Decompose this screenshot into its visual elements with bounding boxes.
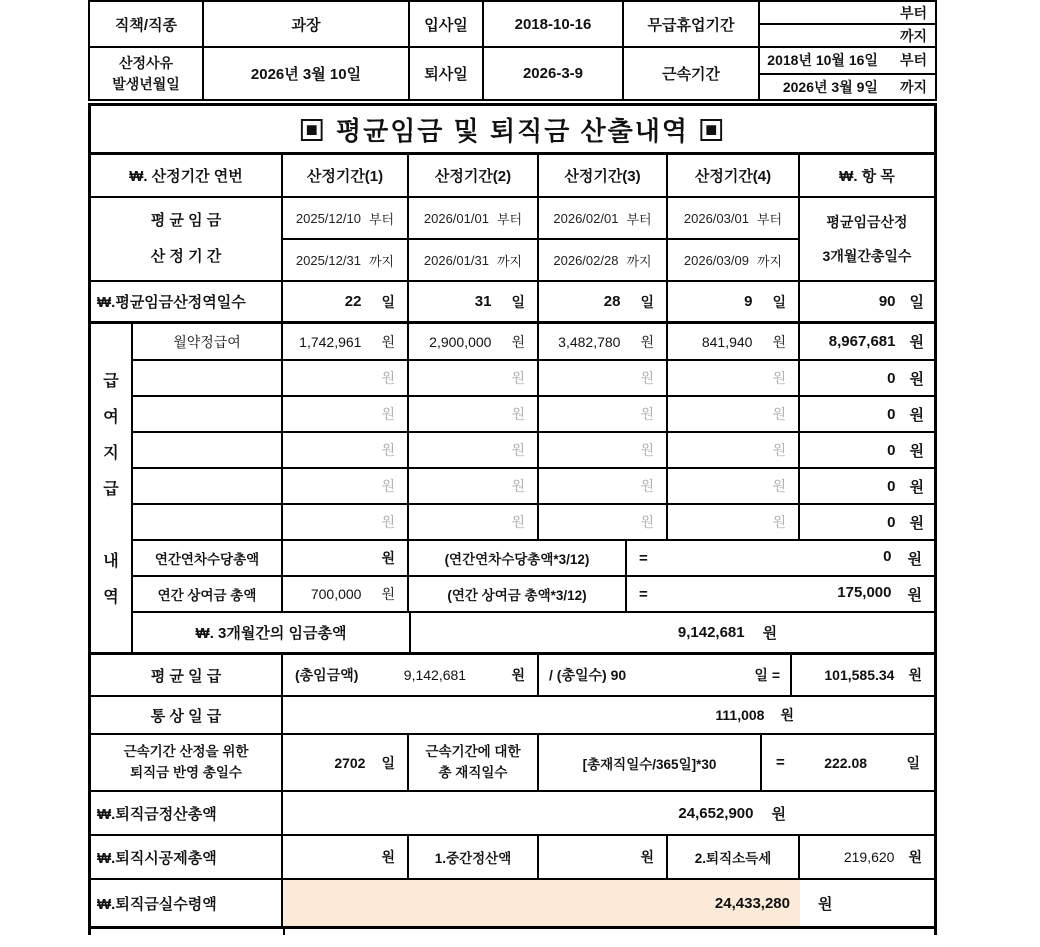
deduction-row: [91, 836, 934, 880]
cutoff-next-row: [91, 929, 934, 935]
calc-reason-label: 산정사유 발생년월일: [90, 48, 204, 99]
deduction-item2-label: 2.퇴직소득세: [668, 836, 800, 878]
calc-days-3: 28 일: [539, 282, 668, 321]
annual-leave-value: 원: [283, 541, 409, 575]
resign-date-value: 2026-3-9: [484, 48, 624, 99]
annual-leave-formula: (연간연차수당총액*3/12): [409, 541, 627, 575]
avg-divisor-cell: / (총일수) 90 일 =: [539, 655, 792, 695]
service-days-row: [91, 735, 934, 792]
service-days-result: = 222.08 일: [776, 754, 920, 771]
tenure-from-suffix: 부터: [899, 52, 927, 69]
three-month-total-value: 9,142,681 원: [677, 624, 778, 642]
tenure-to-cell: [760, 75, 935, 100]
monthly-wage-total: 8,967,681 원: [828, 333, 924, 351]
empty-wage-row: 원 원 원 원 0 원: [133, 397, 934, 433]
tenure-to-suffix: 까지: [899, 78, 927, 95]
annual-leave-result: = 0 원: [639, 547, 922, 568]
period1-from: 2025/12/10 부터: [283, 198, 409, 238]
period3-from: 2026/02/01 부터: [539, 198, 668, 238]
period2-to: 2026/01/31 까지: [409, 240, 539, 280]
net-severance-highlight-cell: [283, 880, 800, 926]
unpaid-leave-label: 무급휴업기간: [624, 2, 760, 46]
empty-wage-row: 원 원 원 원 0 원: [133, 433, 934, 469]
cutoff-column-divider: [283, 929, 285, 935]
salary-detail-block: [91, 324, 934, 655]
period-row-item: 평균임금산정 3개월간총일수: [822, 213, 912, 264]
ordinary-daily-wage-value: 111,008 원: [715, 707, 794, 723]
period3-to: 2026/02/28 까지: [539, 240, 668, 280]
annual-bonus-row: [133, 577, 934, 613]
join-date-label: 입사일: [410, 2, 484, 46]
unpaid-from-cell: [760, 2, 935, 25]
annual-leave-label: 연간연차수당총액: [133, 541, 283, 575]
avg-daily-wage-row: [91, 655, 934, 697]
period-dates: [283, 198, 800, 280]
severance-total-label: ₩.퇴직금정산총액: [91, 792, 283, 834]
avg-daily-wage-result: 101,585.34 원: [824, 667, 922, 683]
avg-daily-wage-label: 평 균 일 급: [91, 655, 283, 695]
job-title-value: 과장: [204, 2, 410, 46]
tenure-label: 근속기간: [624, 48, 760, 99]
tenure-from-cell: [760, 48, 935, 75]
salary-block-side-label: 급 여 지 급 내 역: [91, 324, 133, 652]
monthly-wage-4: 841,940 원: [668, 324, 800, 359]
annual-bonus-label: 연간 상여금 총액: [133, 577, 283, 611]
tenure-to-value: 2026년 3월 9일: [782, 78, 878, 95]
page-title: ▣ 평균임금 및 퇴직금 산출내역 ▣: [298, 115, 727, 146]
col-header-period-2: 산정기간(2): [409, 155, 539, 196]
deduction-label: ₩.퇴직시공제총액: [91, 836, 283, 878]
calc-days-total: 90 일: [878, 293, 924, 311]
calc-reason-value: 2026년 3월 10일: [204, 48, 410, 99]
period1-to: 2025/12/31 까지: [283, 240, 409, 280]
col-header-period-1: 산정기간(1): [283, 155, 409, 196]
deduction-item1-value: 원: [539, 836, 668, 878]
unpaid-from-suffix: 부터: [899, 4, 927, 21]
annual-bonus-result: = 175,000 원: [639, 583, 922, 604]
empty-wage-row: 원 원 원 원 0 원: [133, 469, 934, 505]
employee-info-table: [88, 0, 937, 101]
three-month-total-label: ₩. 3개월간의 임금총액: [133, 613, 411, 652]
unpaid-to-cell: [760, 25, 935, 46]
annual-bonus-value: 700,000 원: [283, 577, 409, 611]
calc-days-4: 9 일: [668, 282, 800, 321]
severance-total-row: [91, 792, 934, 836]
period2-from: 2026/01/01 부터: [409, 198, 539, 238]
net-severance-label: ₩.퇴직금실수령액: [91, 880, 283, 926]
service-days-value: 2702 일: [283, 735, 409, 790]
calculation-table: [88, 103, 937, 935]
service-days-desc: 근속기간에 대한 총 재직일수: [409, 735, 539, 790]
ordinary-daily-wage-label: 통 상 일 급: [91, 697, 283, 733]
monthly-wage-1: 1,742,961 원: [283, 324, 409, 359]
period4-to: 2026/03/09 까지: [668, 240, 800, 280]
calc-days-2: 31 일: [409, 282, 539, 321]
net-severance-value: 24,433,280: [714, 894, 790, 912]
empty-wage-row: 원 원 원 원 0 원: [133, 361, 934, 397]
three-month-total-row: [133, 613, 934, 652]
monthly-wage-3: 3,482,780 원: [539, 324, 668, 359]
service-days-formula: [총재직일수/365일]*30: [539, 735, 762, 790]
annual-leave-row: [133, 541, 934, 577]
avg-total-wage-cell: (총임금액) 9,142,681 원: [283, 655, 539, 695]
deduction-item1-label: 1.중간정산액: [409, 836, 539, 878]
tenure-from-value: 2018년 10월 16일: [767, 52, 878, 69]
col-header-period-3: 산정기간(3): [539, 155, 668, 196]
net-severance-row: [91, 880, 934, 929]
col-header-item: ₩. 항 목: [839, 168, 895, 185]
empty-wage-row: 원 원 원 원 0 원: [133, 505, 934, 541]
service-days-label: 근속기간 산정을 위한 퇴직금 반영 총일수: [91, 735, 283, 790]
monthly-wage-2: 2,900,000 원: [409, 324, 539, 359]
annual-bonus-formula: (연간 상여금 총액*3/12): [409, 577, 627, 611]
col-header-period-4: 산정기간(4): [668, 155, 800, 196]
deduction-value: 원: [283, 836, 409, 878]
monthly-wage-row: [133, 324, 934, 361]
period4-from: 2026/03/01 부터: [668, 198, 800, 238]
period-row-label: 평 균 임 금 산 정 기 간: [91, 198, 283, 280]
ordinary-daily-wage-row: [91, 697, 934, 735]
unpaid-leave-period: [760, 2, 935, 46]
job-title-label: 직책/직종: [90, 2, 204, 46]
calc-days-label: ₩.평균임금산정역일수: [91, 282, 283, 321]
resign-date-label: 퇴사일: [410, 48, 484, 99]
join-date-value: 2018-10-16: [484, 2, 624, 46]
monthly-wage-label: 월약정급여: [133, 324, 283, 359]
calc-days-1: 22 일: [283, 282, 409, 321]
tenure-period: [760, 48, 935, 99]
unpaid-to-suffix: 까지: [899, 27, 927, 44]
col-header-period-no: ₩. 산정기간 연번: [91, 155, 283, 196]
deduction-item2-value: 219,620 원: [843, 849, 922, 865]
severance-total-value: 24,652,900 원: [678, 804, 786, 823]
net-severance-unit-cell: 원: [818, 895, 833, 913]
